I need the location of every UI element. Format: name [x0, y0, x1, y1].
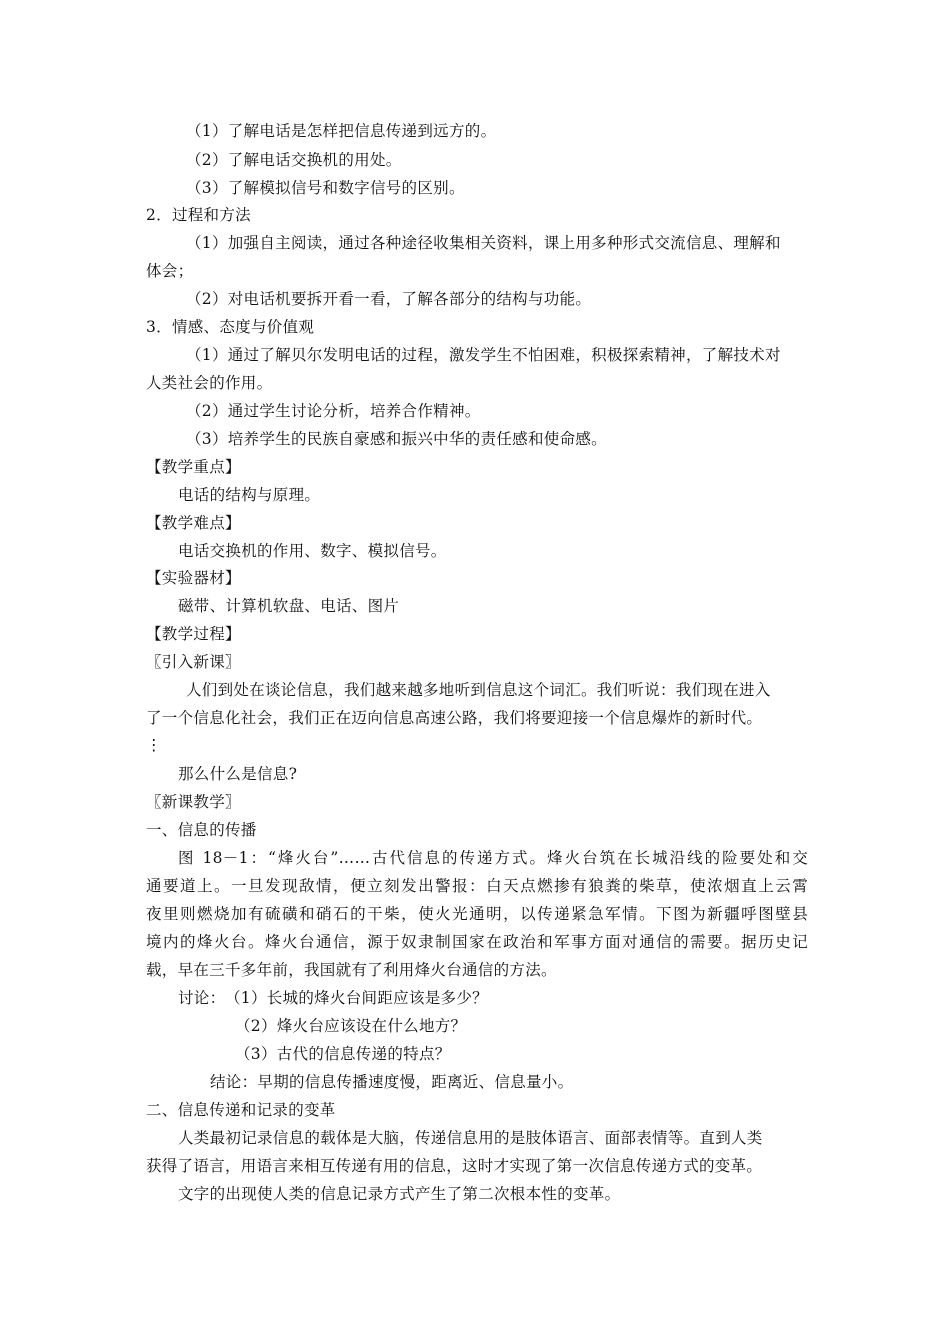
knowledge-item-2: （2）了解电话交换机的用处。 [186, 151, 402, 169]
equipment-text: 磁带、计算机软盘、电话、图片 [178, 597, 400, 615]
process-item-2: （2）对电话机要拆开看一看，了解各部分的结构与功能。 [186, 290, 592, 308]
section-1-heading: 一、信息的传播 [146, 821, 257, 839]
beacon-paragraph-line-3: 夜里则燃烧加有硫磺和硝石的干柴，使火光通明，以传递紧急军情。下图为新疆呼图壁县 [146, 905, 808, 923]
writing-revolution-paragraph: 文字的出现使人类的信息记录方式产生了第二次根本性的变革。 [178, 1185, 621, 1203]
intro-heading: 〖引入新课〗 [146, 653, 241, 671]
intro-ellipsis: ⋮ [146, 736, 162, 754]
emotion-values-heading: 3．情感、态度与价值观 [146, 318, 315, 336]
beacon-paragraph-line-2: 通要道上。一旦发现敌情，便立刻发出警报：白天点燃掺有狼粪的柴草，使浓烟直上云霄 [146, 877, 808, 895]
new-lesson-heading: 〖新课教学〗 [146, 793, 241, 811]
key-points-text: 电话的结构与原理。 [178, 486, 321, 504]
process-method-heading: 2．过程和方法 [146, 206, 251, 224]
knowledge-item-3: （3）了解模拟信号和数字信号的区别。 [186, 179, 465, 197]
beacon-paragraph-line-5: 载，早在三千多年前，我国就有了利用烽火台通信的方法。 [146, 961, 557, 979]
discussion-item-2: （2）烽火台应该设在什么地方？ [235, 1017, 467, 1035]
process-item-1-line-2: 体会； [146, 262, 194, 280]
difficulties-text: 电话交换机的作用、数字、模拟信号。 [178, 542, 447, 560]
intro-line-1: 人们到处在谈论信息，我们越来越多地听到信息这个词汇。我们听说：我们现在进入 [186, 681, 771, 699]
intro-question: 那么什么是信息? [178, 765, 298, 783]
key-points-heading: 【教学重点】 [146, 458, 241, 476]
section-2-heading: 二、信息传递和记录的变革 [146, 1101, 336, 1119]
beacon-paragraph-line-4: 境内的烽火台。烽火台通信，源于奴隶制国家在政治和军事方面对通信的需要。据历史记 [146, 933, 808, 951]
emotion-item-1-line-1: （1）通过了解贝尔发明电话的过程，激发学生不怕困难，积极探索精神，了解技术对 [186, 346, 781, 364]
intro-line-2: 了一个信息化社会，我们正在迈向信息高速公路，我们将要迎接一个信息爆炸的新时代。 [146, 709, 763, 727]
emotion-item-1-line-2: 人类社会的作用。 [146, 374, 273, 392]
teaching-process-heading: 【教学过程】 [146, 625, 241, 643]
conclusion: 结论：早期的信息传播速度慢，距离近、信息量小。 [210, 1073, 574, 1091]
emotion-item-3: （3）培养学生的民族自豪感和振兴中华的责任感和使命感。 [186, 430, 607, 448]
beacon-paragraph-line-1: 图 18－1：“烽火台”……古代信息的传递方式。烽火台筑在长城沿线的险要处和交 [178, 849, 808, 867]
process-item-1-line-1: （1）加强自主阅读，通过各种途径收集相关资料，课上用多种形式交流信息、理解和 [186, 234, 781, 252]
discussion-item-1: （1）长城的烽火台间距应该是多少？ [225, 989, 488, 1007]
difficulties-heading: 【教学难点】 [146, 514, 241, 532]
revolution-paragraph-line-1: 人类最初记录信息的载体是大脑，传递信息用的是肢体语言、面部表情等。直到人类 [178, 1129, 763, 1147]
discussion-item-3: （3）古代的信息传递的特点？ [235, 1045, 451, 1063]
discussion-label: 讨论： [178, 989, 226, 1007]
knowledge-item-1: （1）了解电话是怎样把信息传递到远方的。 [186, 122, 497, 140]
revolution-paragraph-line-2: 获得了语言，用语言来相互传递有用的信息，这时才实现了第一次信息传递方式的变革。 [146, 1157, 763, 1175]
equipment-heading: 【实验器材】 [146, 569, 241, 587]
emotion-item-2: （2）通过学生讨论分析，培养合作精神。 [186, 402, 481, 420]
